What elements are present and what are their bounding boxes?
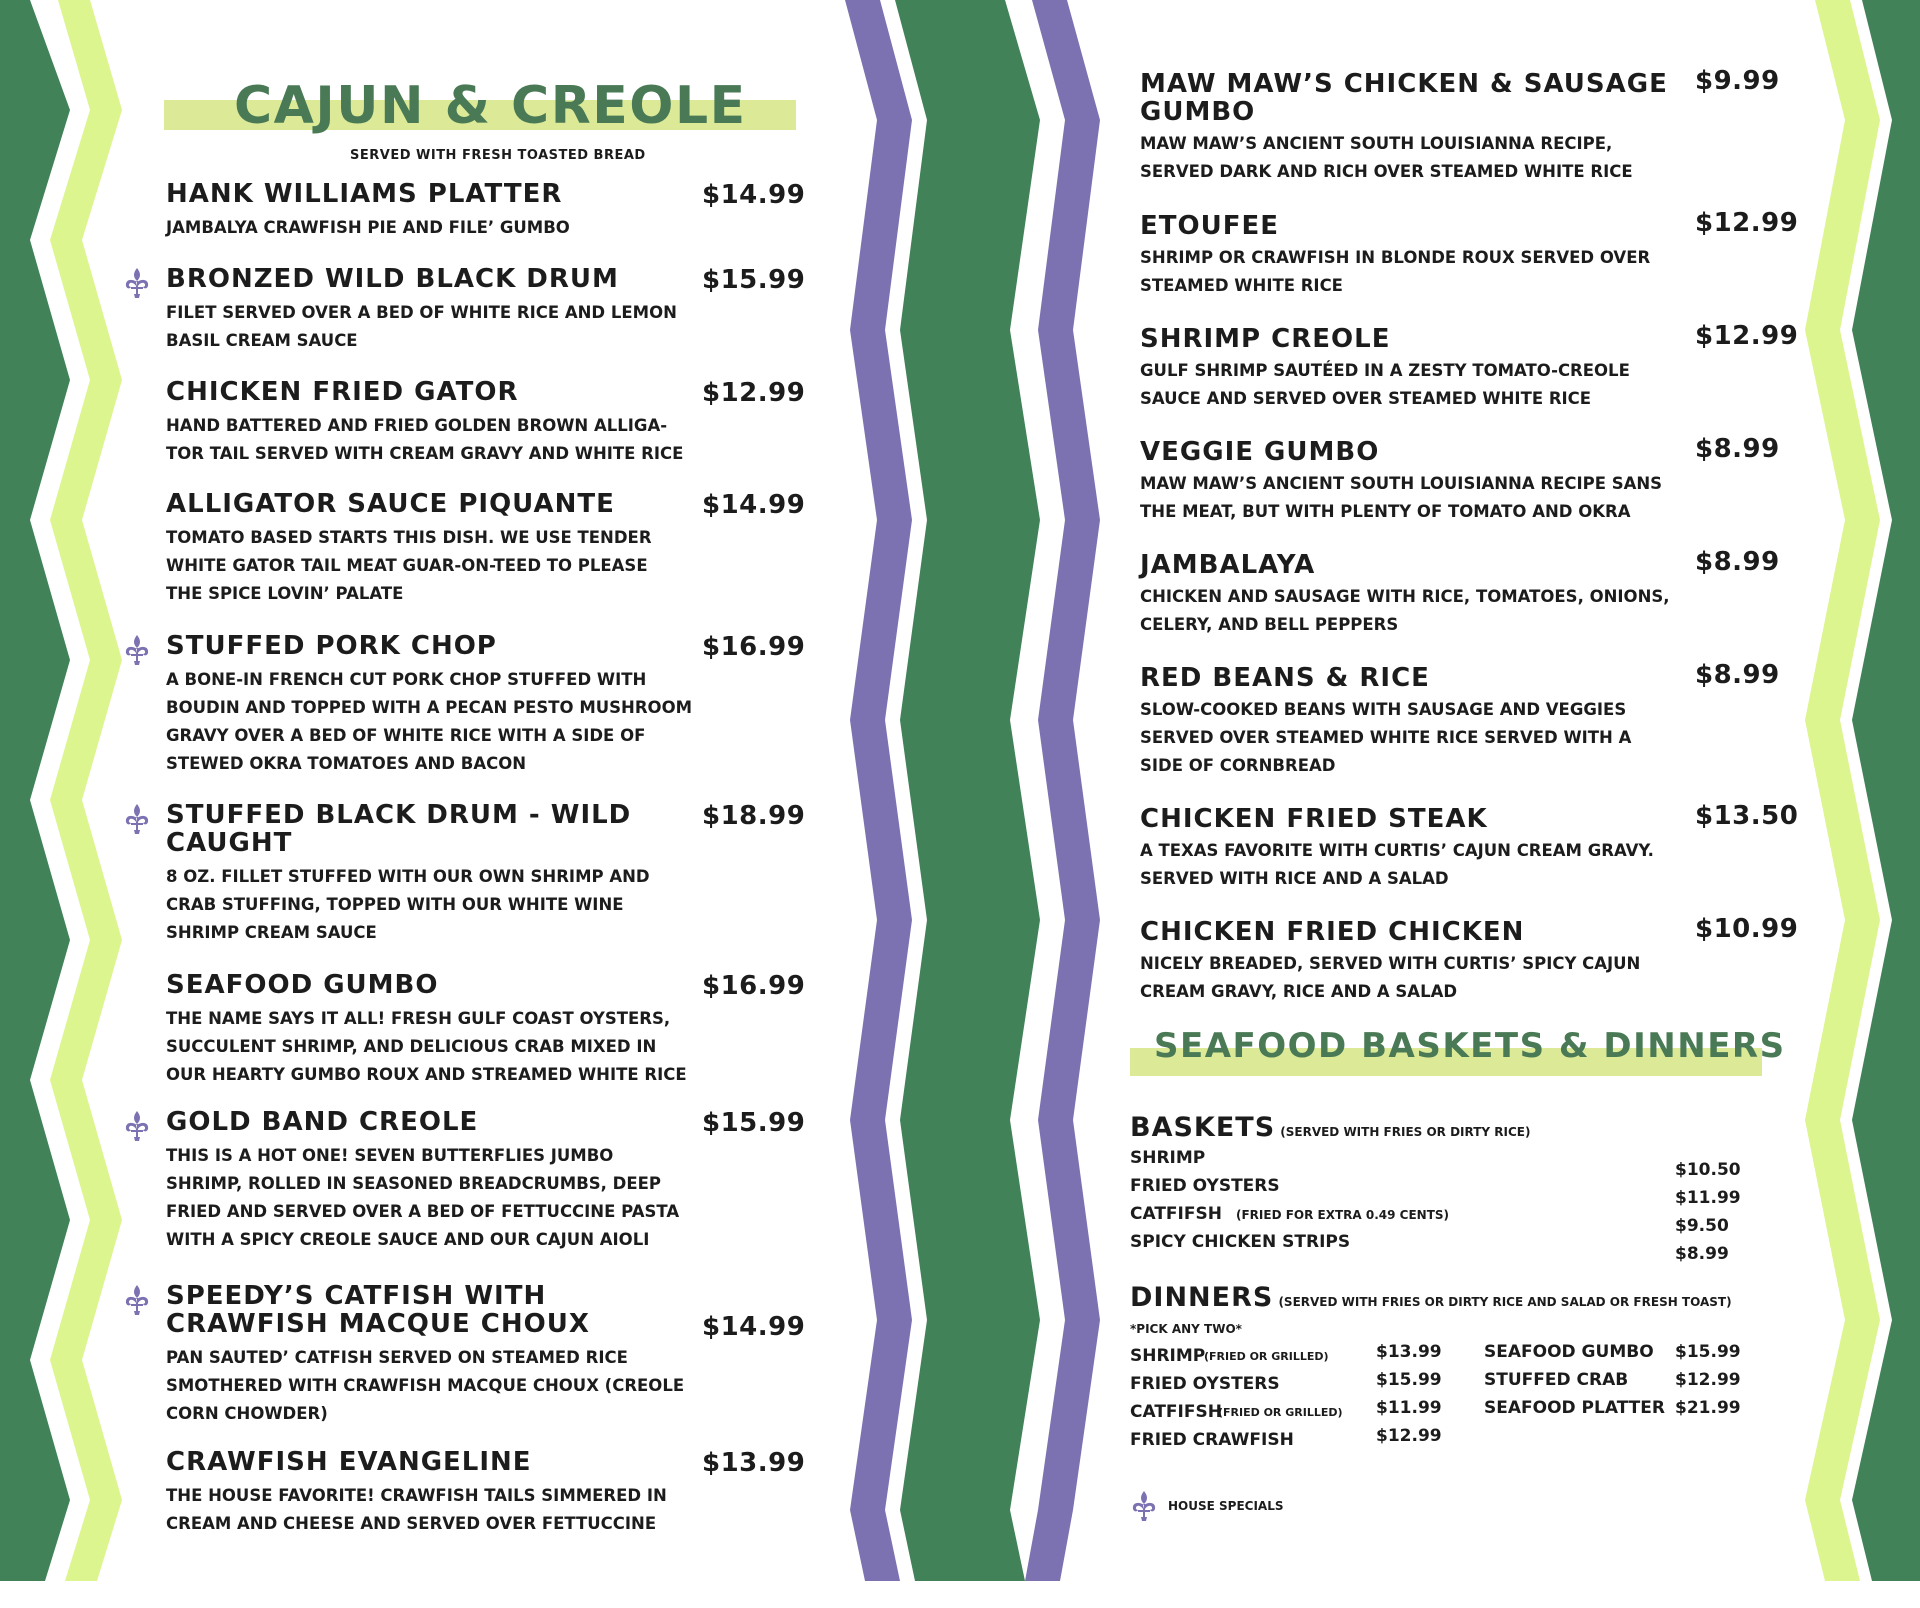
basket-row (1130, 1176, 1741, 1208)
dinner-price: $13.99 (1376, 1342, 1442, 1362)
item-description: 8 OZ. FILLET STUFFED WITH OUR OWN SHRIMP AND (166, 867, 650, 886)
item-description: TOMATO BASED STARTS THIS DISH. WE USE TENDER (166, 528, 652, 547)
menu-item (1140, 321, 1799, 455)
dinner-row (1484, 1398, 1754, 1424)
item-description: JAMBALYA CRAWFISH PIE AND FILE’ GUMBO (166, 218, 570, 237)
menu-item (166, 801, 806, 961)
item-description: SMOTHERED WITH CRAWFISH MACQUE CHOUX (CREOLE (166, 1376, 685, 1395)
item-description: STEAMED WHITE RICE (1140, 276, 1343, 295)
dinner-price: $12.99 (1675, 1370, 1741, 1390)
fleur-de-lis-icon (123, 803, 151, 835)
item-description: HAND BATTERED AND FRIED GOLDEN BROWN ALLIGA- (166, 416, 668, 435)
baskets-note: (SERVED WITH FRIES OR DIRTY RICE) (1280, 1125, 1531, 1139)
basket-name: CATFIFSH (1130, 1204, 1222, 1224)
item-description: SLOW-COOKED BEANS WITH SAUSAGE AND VEGGIES (1140, 700, 1627, 719)
fleur-de-lis-icon (1130, 1490, 1158, 1522)
fleur-de-lis-icon (123, 1284, 151, 1316)
dinner-name: FRIED CRAWFISH (1130, 1430, 1294, 1450)
item-description: BOUDIN AND TOPPED WITH A PECAN PESTO MUSHROOM (166, 698, 693, 717)
dinner-name: FRIED OYSTERS (1130, 1374, 1280, 1394)
dinner-name: STUFFED CRAB (1484, 1370, 1629, 1390)
basket-name: SHRIMP (1130, 1148, 1206, 1168)
item-price: $8.99 (1695, 660, 1780, 690)
cajun-creole-title: CAJUN & CREOLE (234, 76, 747, 136)
item-description: SHRIMP OR CRAWFISH IN BLONDE ROUX SERVED OVER (1140, 248, 1651, 267)
baskets-section (1130, 1112, 1770, 1272)
dinner-note: (FRIED OR GRILLED) (1218, 1406, 1343, 1419)
fleur-de-lis-icon (123, 267, 151, 299)
item-price: $13.50 (1695, 801, 1799, 831)
item-description: A TEXAS FAVORITE WITH CURTIS’ CAJUN CREAM GRAVY. (1140, 841, 1654, 860)
basket-name: SPICY CHICKEN STRIPS (1130, 1232, 1351, 1252)
menu-item (166, 1448, 806, 1608)
item-description: SHRIMP CREAM SAUCE (166, 923, 377, 942)
item-name: SEAFOOD GUMBO (166, 970, 439, 1000)
menu-item (166, 1108, 806, 1268)
menu-item (1140, 660, 1780, 794)
seafood-title: SEAFOOD BASKETS & DINNERS (1154, 1026, 1786, 1066)
item-name-line2: CAUGHT (166, 828, 293, 858)
item-description: SAUCE AND SERVED OVER STEAMED WHITE RICE (1140, 389, 1592, 408)
item-price: $8.99 (1695, 547, 1780, 577)
cajun-creole-header (164, 76, 796, 136)
item-price: $10.99 (1695, 914, 1799, 944)
menu-item (1140, 208, 1799, 342)
item-price: $14.99 (702, 490, 806, 520)
item-description: CELERY, AND BELL PEPPERS (1140, 615, 1399, 634)
fleur-de-lis-icon (123, 1110, 151, 1142)
seafood-header (1130, 1026, 1786, 1076)
basket-price: $8.99 (1675, 1244, 1729, 1264)
item-description: GRAVY OVER A BED OF WHITE RICE WITH A SIDE OF (166, 726, 646, 745)
item-description: CRAB STUFFING, TOPPED WITH OUR WHITE WINE (166, 895, 624, 914)
menu-item (1140, 66, 1780, 200)
basket-note: (FRIED FOR EXTRA 0.49 CENTS) (1236, 1208, 1450, 1222)
item-price: $12.99 (1695, 321, 1799, 351)
dinner-row (1484, 1342, 1754, 1368)
item-name: CHICKEN FRIED CHICKEN (1140, 917, 1525, 947)
item-name: STUFFED PORK CHOP (166, 631, 497, 661)
item-description: WITH A SPICY CREOLE SAUCE AND OUR CAJUN AIOLI (166, 1230, 650, 1249)
dinner-name: CATFIFSH (1130, 1402, 1222, 1422)
dinner-name: SEAFOOD PLATTER (1484, 1398, 1665, 1418)
item-price: $12.99 (702, 378, 806, 408)
dinner-note: (FRIED OR GRILLED) (1204, 1350, 1329, 1363)
item-name: RED BEANS & RICE (1140, 663, 1430, 693)
item-name: ETOUFEE (1140, 211, 1279, 241)
item-name: VEGGIE GUMBO (1140, 437, 1380, 467)
item-price: $16.99 (702, 971, 806, 1001)
item-description: PAN SAUTED’ CATFISH SERVED ON STEAMED RICE (166, 1348, 628, 1367)
item-description: CHICKEN AND SAUSAGE WITH RICE, TOMATOES, ONIONS, (1140, 587, 1670, 606)
item-price: $16.99 (702, 632, 806, 662)
dinner-row (1130, 1426, 1460, 1456)
item-description: FILET SERVED OVER A BED OF WHITE RICE AND LEMON (166, 303, 677, 322)
item-description: SHRIMP, ROLLED IN SEASONED BREADCRUMBS, DEEP (166, 1174, 662, 1193)
item-name: ALLIGATOR SAUCE PIQUANTE (166, 489, 615, 519)
basket-price: $9.50 (1675, 1216, 1729, 1236)
menu-item (166, 632, 806, 792)
item-description: TOR TAIL SERVED WITH CREAM GRAVY AND WHITE RICE (166, 444, 684, 463)
dinner-price: $15.99 (1376, 1370, 1442, 1390)
dinner-price: $11.99 (1376, 1398, 1442, 1418)
item-price: $9.99 (1695, 66, 1780, 96)
item-name: STUFFED BLACK DRUM - WILD (166, 800, 632, 830)
dinner-price: $12.99 (1376, 1426, 1442, 1446)
item-description: THE SPICE LOVIN’ PALATE (166, 584, 404, 603)
dinner-price: $15.99 (1675, 1342, 1741, 1362)
item-name: GOLD BAND CREOLE (166, 1107, 479, 1137)
item-description: MAW MAW’S ANCIENT SOUTH LOUISIANNA RECIPE, (1140, 134, 1613, 153)
dinners-note: (SERVED WITH FRIES OR DIRTY RICE AND SALAD OR FRESH TOAST) (1278, 1295, 1732, 1309)
item-description: NICELY BREADED, SERVED WITH CURTIS’ SPICY CAJUN (1140, 954, 1641, 973)
fleur-de-lis-icon (123, 634, 151, 666)
item-description: SUCCULENT SHRIMP, AND DELICIOUS CRAB MIXED IN (166, 1037, 657, 1056)
pick-any-two: *PICK ANY TWO* (1130, 1322, 1242, 1336)
item-price: $8.99 (1695, 434, 1780, 464)
menu-item (1140, 801, 1799, 935)
dinners-title: DINNERS (1130, 1282, 1274, 1313)
item-description: OUR HEARTY GUMBO ROUX AND STREAMED WHITE RICE (166, 1065, 687, 1084)
item-description: FRIED AND SERVED OVER A BED OF FETTUCCINE PASTA (166, 1202, 680, 1221)
item-name: JAMBALAYA (1140, 550, 1316, 580)
item-name: CRAWFISH EVANGELINE (166, 1447, 532, 1477)
item-description: A BONE-IN FRENCH CUT PORK CHOP STUFFED WITH (166, 670, 647, 689)
dinner-price: $21.99 (1675, 1398, 1741, 1418)
menu-item (1140, 434, 1780, 568)
item-description: SERVED WITH RICE AND A SALAD (1140, 869, 1449, 888)
legend (1130, 1490, 1370, 1522)
basket-name: FRIED OYSTERS (1130, 1176, 1280, 1196)
menu-item (1140, 547, 1780, 681)
item-price: $18.99 (702, 801, 806, 831)
item-description: SIDE OF CORNBREAD (1140, 756, 1336, 775)
basket-row (1130, 1204, 1730, 1236)
item-price: $14.99 (702, 1312, 806, 1342)
item-name: CHICKEN FRIED STEAK (1140, 804, 1488, 834)
dinner-row (1130, 1398, 1460, 1428)
dinner-row (1130, 1370, 1460, 1400)
item-price: $15.99 (702, 265, 806, 295)
item-description: SERVED OVER STEAMED WHITE RICE SERVED WITH A (1140, 728, 1632, 747)
item-description: THE NAME SAYS IT ALL! FRESH GULF COAST OYSTERS, (166, 1009, 671, 1028)
item-name: CHICKEN FRIED GATOR (166, 377, 519, 407)
baskets-title: BASKETS (1130, 1112, 1276, 1143)
item-description: CREAM GRAVY, RICE AND A SALAD (1140, 982, 1458, 1001)
menu-item (166, 1282, 806, 1442)
item-description: GULF SHRIMP SAUTÉED IN A ZESTY TOMATO-CREOLE (1140, 361, 1630, 380)
item-description: MAW MAW’S ANCIENT SOUTH LOUISIANNA RECIPE SANS (1140, 474, 1663, 493)
item-name: BRONZED WILD BLACK DRUM (166, 264, 619, 294)
dinners-section (1130, 1282, 1770, 1462)
menu-item (166, 490, 806, 650)
item-name: SPEEDY’S CATFISH WITH (166, 1281, 547, 1311)
item-price: $15.99 (702, 1108, 806, 1138)
basket-price: $10.50 (1675, 1160, 1741, 1180)
legend-label: HOUSE SPECIALS (1168, 1499, 1284, 1513)
item-price: $13.99 (702, 1448, 806, 1478)
basket-price: $11.99 (1675, 1188, 1741, 1208)
item-description: STEWED OKRA TOMATOES AND BACON (166, 754, 527, 773)
cajun-creole-subtitle: SERVED WITH FRESH TOASTED BREAD (350, 148, 646, 163)
dinner-name: SEAFOOD GUMBO (1484, 1342, 1654, 1362)
item-name: HANK WILLIAMS PLATTER (166, 179, 563, 209)
item-name: MAW MAW’S CHICKEN & SAUSAGE (1140, 69, 1668, 99)
dinner-name: SHRIMP (1130, 1346, 1206, 1366)
item-price: $14.99 (702, 180, 806, 210)
item-description: SERVED DARK AND RICH OVER STEAMED WHITE RICE (1140, 162, 1633, 181)
basket-row (1130, 1232, 1730, 1264)
item-description: CORN CHOWDER) (166, 1404, 328, 1423)
item-name: SHRIMP CREOLE (1140, 324, 1391, 354)
item-description: THE MEAT, BUT WITH PLENTY OF TOMATO AND OKRA (1140, 502, 1631, 521)
item-name-line2: CRAWFISH MACQUE CHOUX (166, 1309, 590, 1339)
item-description: BASIL CREAM SAUCE (166, 331, 358, 350)
item-description: WHITE GATOR TAIL MEAT GUAR-ON-TEED TO PLEASE (166, 556, 648, 575)
dinner-row (1484, 1370, 1754, 1396)
item-name-line2: GUMBO (1140, 97, 1256, 127)
item-description: THE HOUSE FAVORITE! CRAWFISH TAILS SIMMERED IN (166, 1486, 667, 1505)
item-price: $12.99 (1695, 208, 1799, 238)
item-description: THIS IS A HOT ONE! SEVEN BUTTERFLIES JUMBO (166, 1146, 614, 1165)
item-description: CREAM AND CHEESE AND SERVED OVER FETTUCCINE (166, 1514, 657, 1533)
dinner-row (1130, 1342, 1460, 1372)
basket-row (1130, 1148, 1741, 1180)
